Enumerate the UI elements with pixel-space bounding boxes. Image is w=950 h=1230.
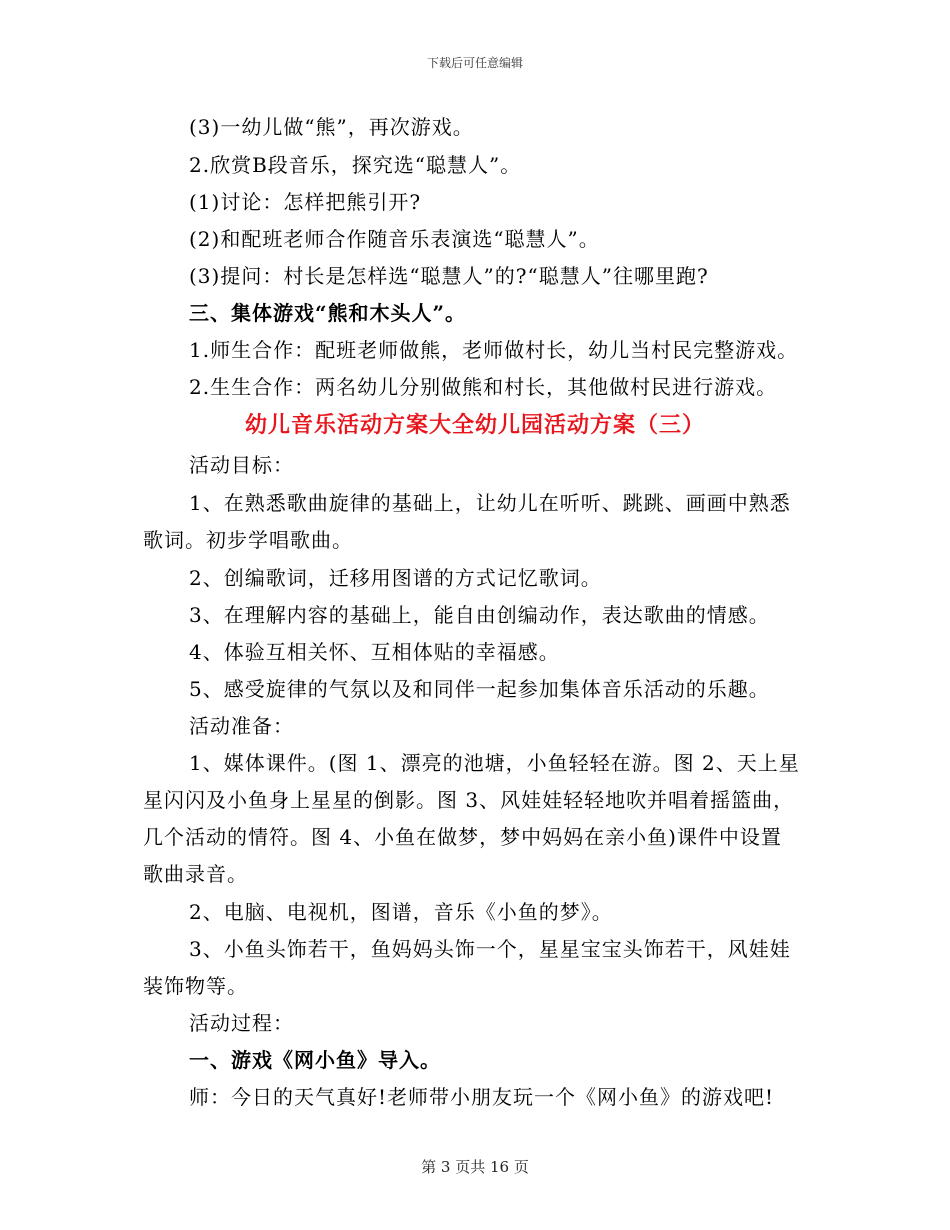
header-note: 下载后可任意编辑	[426, 56, 523, 70]
text-line: 2.生生合作：两名幼儿分别做熊和村长，其他做村民进行游戏。	[189, 375, 778, 399]
section-heading: 一、游戏《网小鱼》导入。	[189, 1048, 441, 1072]
text-line: 活动准备：	[189, 714, 294, 738]
text-line: 活动目标：	[189, 453, 294, 477]
text-line: 4、体验互相关怀、互相体贴的幸福感。	[189, 640, 560, 664]
page-number: 第 3 页共 16 页	[421, 1158, 529, 1176]
text-line: (1)讨论：怎样把熊引开?	[189, 190, 422, 214]
text-line: 歌词。初步学唱歌曲。	[143, 528, 353, 552]
text-line: 星闪闪及小鱼身上星星的倒影。图 3、风娃娃轻轻地吹并唱着摇篮曲，	[143, 788, 795, 812]
text-line: 2.欣赏B段音乐，探究选“聪慧人”。	[189, 153, 522, 177]
text-line: 师：今日的天气真好!老师带小朋友玩一个《网小鱼》的游戏吧!	[189, 1085, 775, 1109]
text-line: 3、在理解内容的基础上，能自由创编动作，表达歌曲的情感。	[189, 603, 770, 627]
text-line: 几个活动的情符。图 4、小鱼在做梦，梦中妈妈在亲小鱼)课件中设置	[143, 825, 782, 849]
text-line: 活动过程：	[189, 1011, 294, 1035]
text-line: 1.师生合作：配班老师做熊，老师做村长，幼儿当村民完整游戏。	[189, 338, 799, 362]
text-line: 2、电脑、电视机，图谱，音乐《小鱼的梦》。	[189, 900, 613, 924]
text-line: 1、在熟悉歌曲旋律的基础上，让幼儿在听听、跳跳、画画中熟悉	[189, 491, 791, 515]
text-line: 2、创编歌词，迁移用图谱的方式记忆歌词。	[189, 566, 602, 590]
text-line: (3)提问：村长是怎样选“聪慧人”的?“聪慧人”往哪里跑?	[189, 264, 709, 288]
section-title: 幼儿音乐活动方案大全幼儿园活动方案（三）	[244, 412, 705, 438]
section-heading: 三、集体游戏“熊和木头人”。	[189, 301, 467, 325]
text-line: (3)一幼儿做“熊”，再次游戏。	[189, 115, 474, 139]
text-line: 3、小鱼头饰若干，鱼妈妈头饰一个，星星宝宝头饰若干，风娃娃	[189, 937, 791, 961]
text-line: 装饰物等。	[143, 974, 248, 998]
text-line: 5、感受旋律的气氛以及和同伴一起参加集体音乐活动的乐趣。	[189, 677, 770, 701]
text-line: (2)和配班老师合作随音乐表演选“聪慧人”。	[189, 227, 600, 251]
text-line: 1、媒体课件。(图 1、漂亮的池塘，小鱼轻轻在游。图 2、天上星	[189, 751, 800, 775]
text-line: 歌曲录音。	[143, 862, 248, 886]
